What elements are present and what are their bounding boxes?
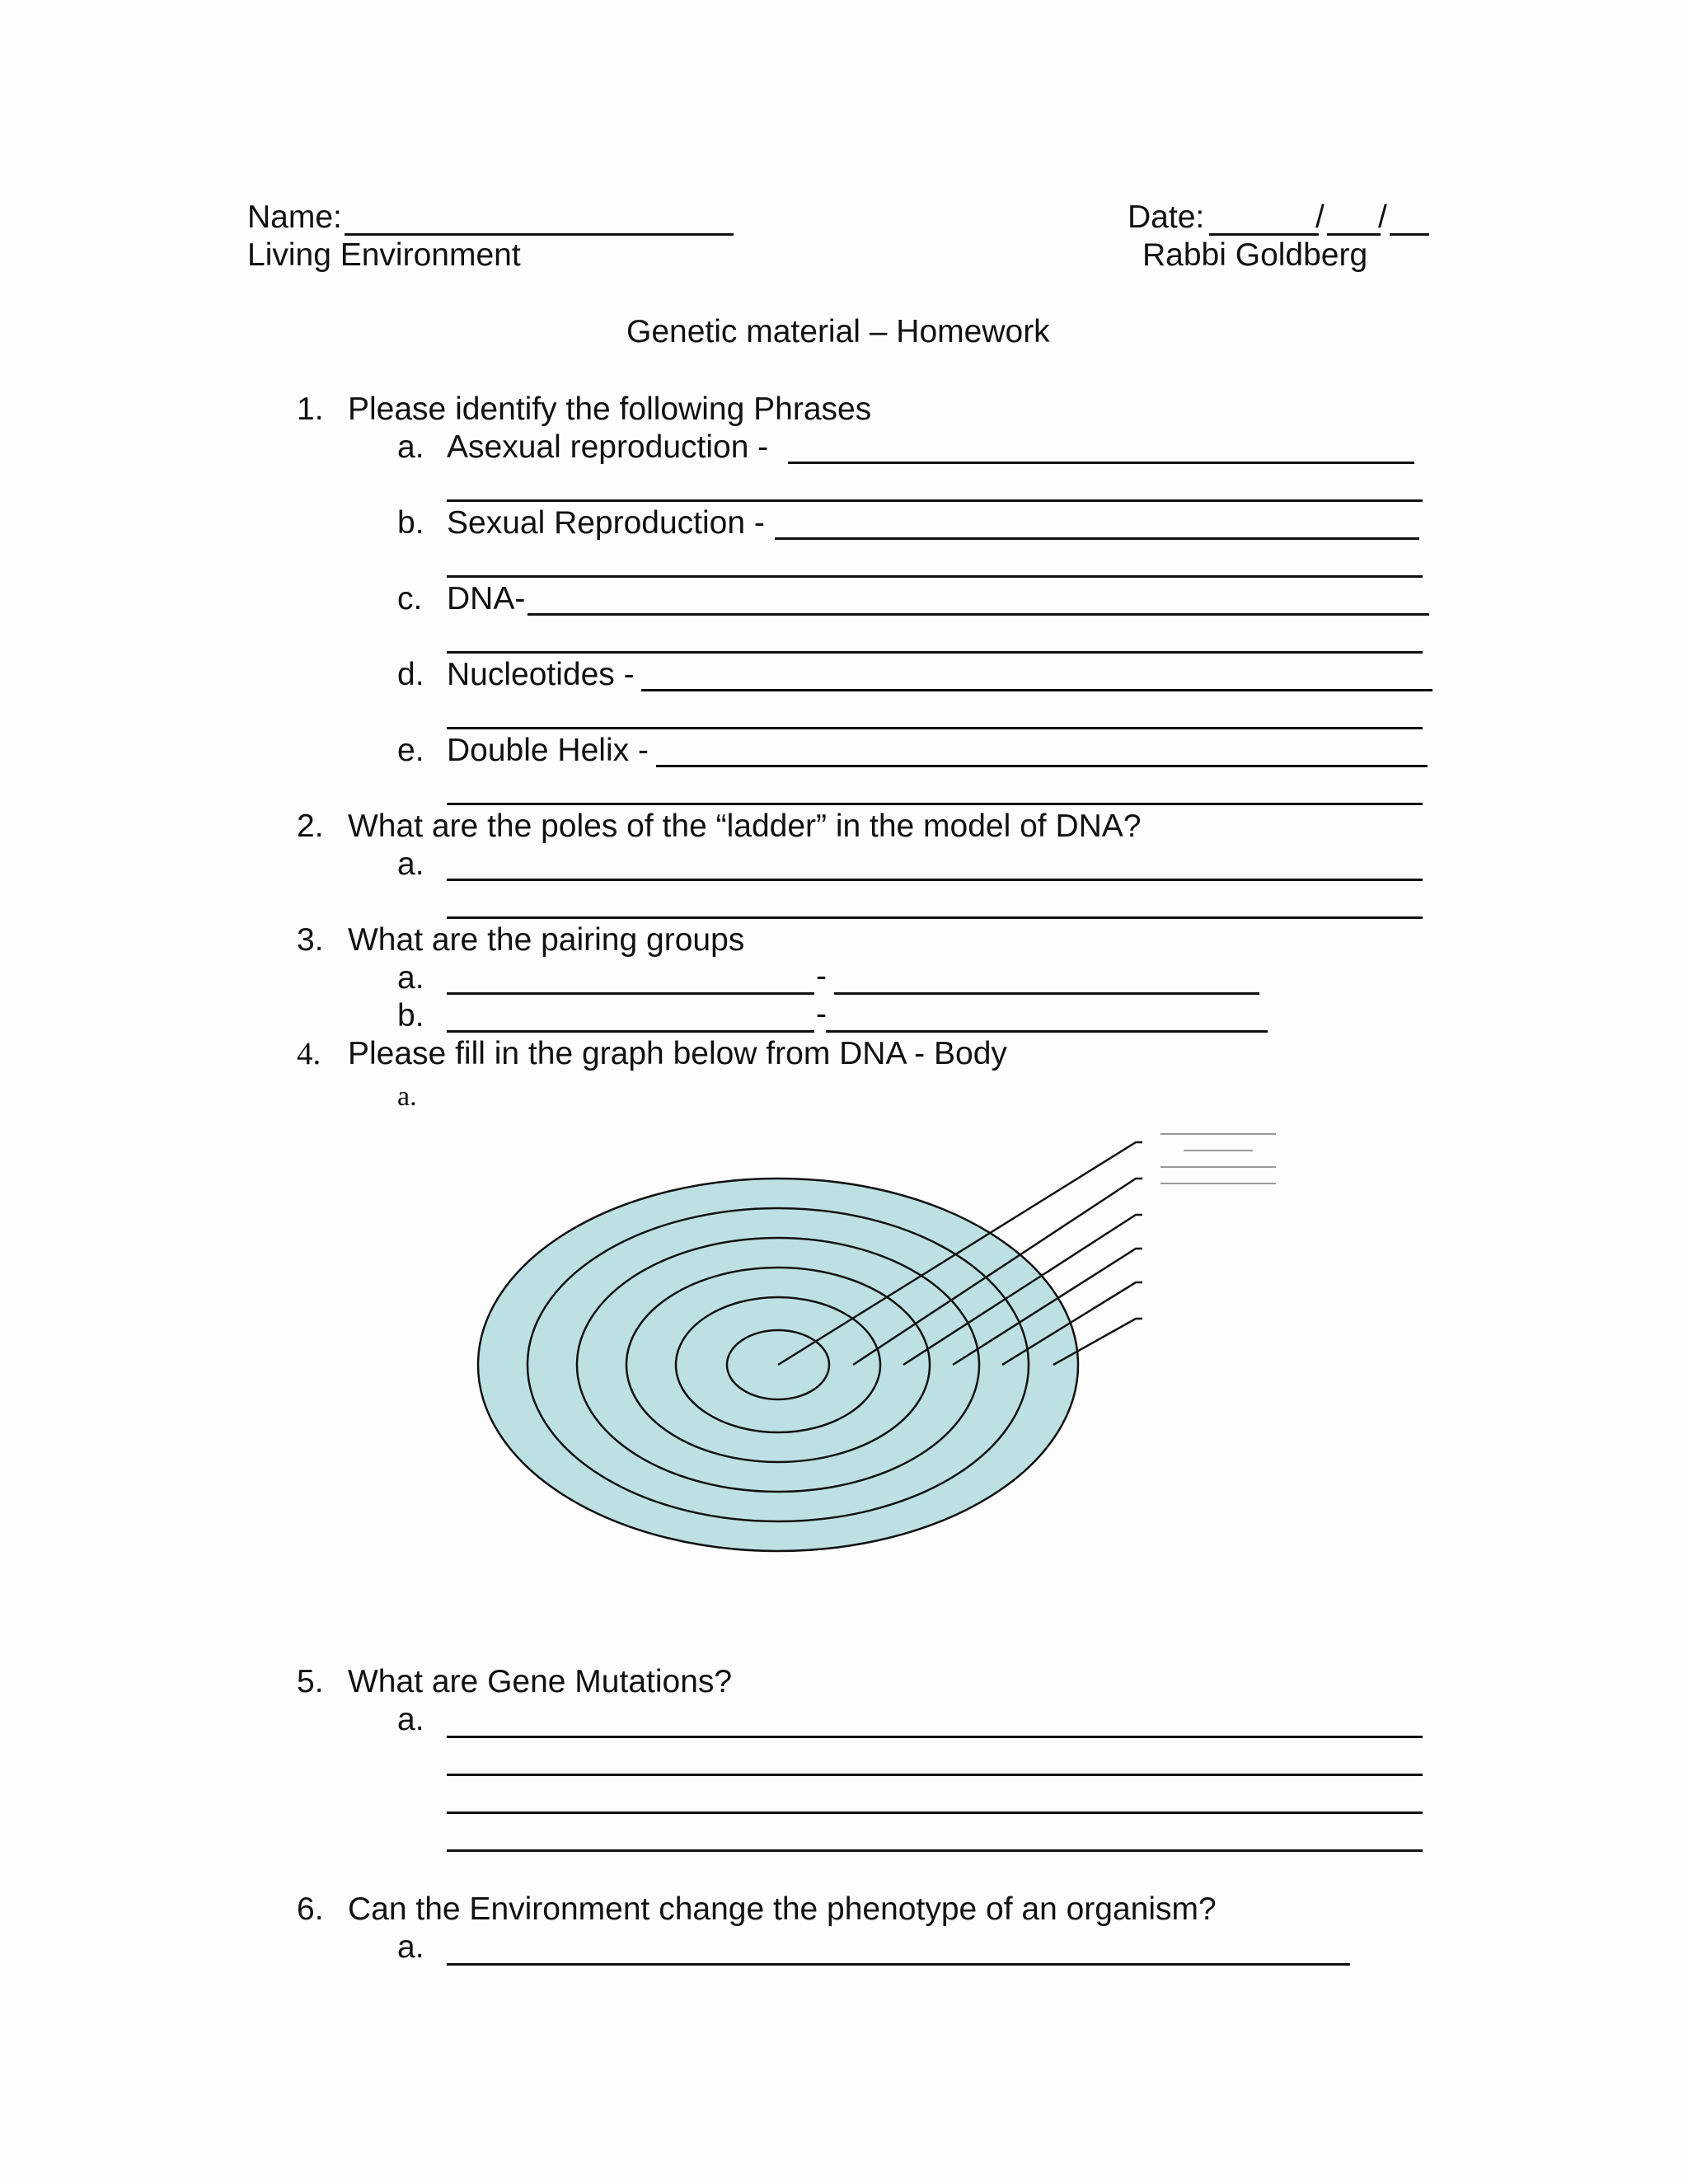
item-letter: b. — [397, 998, 424, 1033]
item-letter: a. — [397, 429, 424, 465]
pair-dash: - — [816, 996, 827, 1032]
teacher-name: Rabbi Goldberg — [1142, 237, 1368, 273]
question-number: 5. — [297, 1664, 324, 1699]
item-text: DNA- — [447, 581, 526, 616]
question-number: 4. — [297, 1036, 321, 1071]
date-separator: / — [1378, 199, 1387, 235]
item-letter: a. — [397, 1081, 417, 1112]
question-text: Please fill in the graph below from DNA - Body — [348, 1036, 1007, 1071]
class-name: Living Environment — [247, 237, 521, 273]
item-letter: d. — [397, 657, 424, 692]
item-letter: c. — [397, 581, 423, 616]
item-letter: a. — [397, 960, 424, 996]
item-text: Asexual reproduction - — [447, 429, 769, 465]
item-text: Double Helix - — [447, 733, 649, 768]
answer-line[interactable] — [447, 1736, 1423, 1738]
question-text: What are the pairing groups — [348, 922, 745, 958]
question-text: Can the Environment change the phenotype of an organism? — [348, 1891, 1217, 1927]
item-letter: e. — [397, 733, 424, 768]
page-title: Genetic material – Homework — [626, 314, 1050, 349]
item-text: Nucleotides - — [447, 657, 635, 692]
question-text: Please identify the following Phrases — [348, 391, 872, 427]
answer-line[interactable] — [447, 1774, 1423, 1776]
date-separator: / — [1315, 199, 1325, 235]
answer-line[interactable] — [447, 1963, 1350, 1966]
name-label: Name: — [247, 199, 342, 235]
question-text: What are Gene Mutations? — [348, 1664, 733, 1699]
question-number: 6. — [297, 1891, 324, 1927]
item-letter: a. — [397, 1929, 424, 1965]
date-label: Date: — [1128, 199, 1205, 235]
answer-line[interactable] — [447, 1849, 1423, 1852]
question-number: 2. — [297, 808, 324, 844]
item-letter: a. — [397, 846, 424, 882]
item-letter: b. — [397, 505, 424, 541]
question-text: What are the poles of the “ladder” in the model of DNA? — [348, 808, 1142, 844]
item-letter: a. — [397, 1702, 424, 1737]
pair-dash: - — [816, 958, 827, 994]
answer-line[interactable] — [447, 1811, 1423, 1814]
question-number: 1. — [297, 391, 324, 427]
item-text: Sexual Reproduction - — [447, 505, 765, 541]
question-number: 3. — [297, 922, 324, 958]
